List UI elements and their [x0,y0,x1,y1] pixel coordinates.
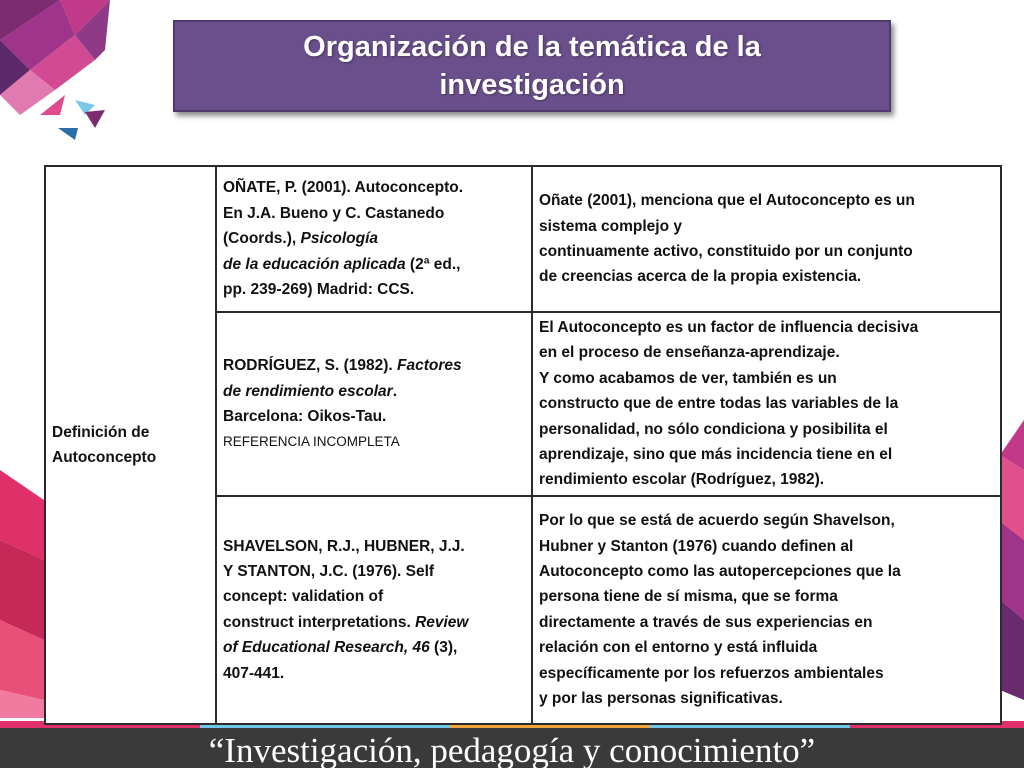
ref-line: pp. 239-269) Madrid: CCS. [223,281,415,299]
desc-line: Autoconcepto como las autopercepciones que la [539,563,901,581]
desc-line: aprendizaje, sino que más incidencia tiene en el [539,446,893,464]
desc-line: Oñate (2001), menciona que el Autoconcepto es un [539,192,915,210]
category-cell [45,166,216,724]
title-line-1: Organización de la temática de la [303,31,761,63]
ref-line: construct interpretations. Review [223,613,469,631]
desc-line: y por las personas significativas. [539,690,783,708]
description-cell [532,496,1001,724]
desc-line: personalidad, no sólo condiciona y posibilita el [539,420,888,438]
desc-line: Por lo que se está de acuerdo según Shavelson, [539,512,895,530]
desc-line: constructo que de entre todas las variables de la [539,395,899,413]
ref-line: de rendimiento escolar. [223,382,398,400]
desc-line: El Autoconcepto es un factor de influencia decisiva [539,319,919,336]
ref-line: RODRÍGUEZ, S. (1982). Factores [223,357,462,375]
desc-line: Hubner y Stanton (1976) cuando definen al [539,537,854,555]
category-line-1: Definición de [52,423,150,441]
desc-line: relación con el entorno y está influida [539,639,818,657]
ref-line: En J.A. Bueno y C. Castanedo [223,204,445,222]
ref-note: REFERENCIA INCOMPLETA [223,434,400,450]
desc-line: directamente a través de sus experiencias en [539,613,873,631]
footer-slogan: “Investigación, pedagogía y conocimiento” [208,731,816,770]
desc-line: rendimiento escolar (Rodríguez, 1982). [539,471,825,489]
desc-line: sistema complejo y [539,217,683,235]
slide-title [173,20,891,112]
ref-line: concept: validation of [223,588,384,606]
description-cell [532,312,1001,496]
desc-line: Y como acabamos de ver, también es un [539,369,837,387]
ref-line: 407-441. [223,664,285,682]
table-row [45,166,1001,312]
ref-line: of Educational Research, 46 (3), [223,639,458,657]
ref-line: OÑATE, P. (2001). Autoconcepto. [223,179,464,197]
reference-cell [216,166,532,312]
desc-line: persona tiene de sí misma, que se forma [539,588,838,606]
description-cell [532,166,1001,312]
ref-line: Y STANTON, J.C. (1976). Self [223,563,435,581]
ref-line: SHAVELSON, R.J., HUBNER, J.J. [223,537,465,555]
ref-line: Barcelona: Oikos-Tau. [223,407,387,425]
desc-line: específicamente por los refuerzos ambientales [539,664,884,682]
title-line-2: investigación [439,69,625,101]
desc-line: continuamente activo, constituido por un conjunto [539,243,913,260]
desc-line: de creencias acerca de la propia existencia. [539,268,862,286]
ref-line: de la educación aplicada (2ª ed., [223,255,461,273]
ref-line: (Coords.), Psicología [223,230,379,248]
reference-cell [216,496,532,724]
desc-line: en el proceso de enseñanza-aprendizaje. [539,344,840,362]
content-table [44,165,1002,725]
reference-cell [216,312,532,496]
category-line-2: Autoconcepto [52,448,157,466]
